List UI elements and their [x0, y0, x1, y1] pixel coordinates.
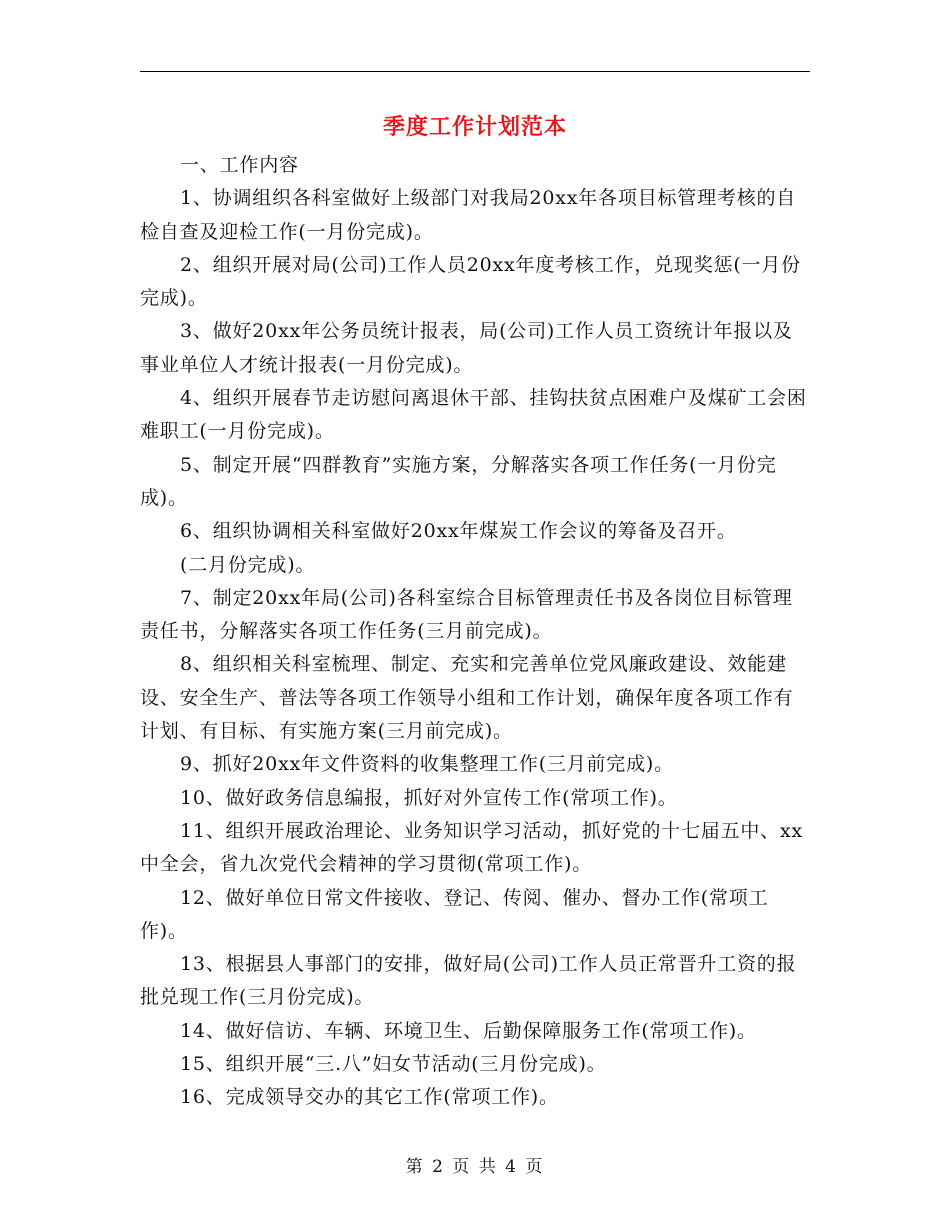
list-item: 15、组织开展“三.八”妇女节活动(三月份完成)。 [180, 1053, 607, 1076]
list-item: 12、做好单位日常文件接收、登记、传阅、催办、督办工作(常项工作)。 [140, 886, 769, 942]
list-item: 7、制定20xx年局(公司)各科室综合目标管理责任书及各岗位目标管理责任书，分解落实各项工作任务(三月前完成)。 [140, 586, 793, 643]
document-title: 季度工作计划范本 [382, 115, 567, 140]
list-item: 13、根据县人事部门的安排，做好局(公司)工作人员正常晋升工资的报批兑现工作(三月份完成)。 [140, 953, 797, 1009]
list-item: 3、做好20xx年公务员统计报表，局(公司)工作人员工资统计年报以及事业单位人才统计报表(一月份完成)。 [140, 320, 793, 376]
page-number: 第 2 页 共 4 页 [405, 1157, 545, 1177]
document-body [140, 149, 810, 1115]
list-item: 4、组织开展春节走访慰问离退休干部、挂钩扶贫点困难户及煤矿工会困难职工(一月份完成)。 [140, 387, 807, 443]
header-rule [140, 71, 810, 72]
section-heading: 一、工作内容 [180, 154, 299, 176]
list-item: 9、抓好20xx年文件资料的收集整理工作(三月前完成)。 [180, 753, 674, 776]
list-item: 1、协调组织各科室做好上级部门对我局20xx年各项目标管理考核的自检自查及迎检工作(一月份完成)。 [140, 187, 797, 243]
list-item: 16、完成领导交办的其它工作(常项工作)。 [180, 1086, 559, 1109]
list-item: 11、组织开展政治理论、业务知识学习活动，抓好党的十七届五中、xx中全会，省九次党代会精神的学习贯彻(常项工作)。 [140, 819, 804, 876]
list-item: 6、组织协调相关科室做好20xx年煤炭工作会议的筹备及召开。 [180, 520, 737, 543]
list-item: 10、做好政务信息编报，抓好对外宣传工作(常项工作)。 [180, 786, 678, 809]
list-item: 5、制定开展“四群教育”实施方案，分解落实各项工作任务(一月份完成)。 [140, 453, 777, 509]
list-item: 14、做好信访、车辆、环境卫生、后勤保障服务工作(常项工作)。 [180, 1019, 757, 1042]
list-item: (二月份完成)。 [180, 553, 316, 576]
list-item: 8、组织相关科室梳理、制定、充实和完善单位党风廉政建设、效能建设、安全生产、普法等各项工作领导小组和工作计划，确保年度各项工作有计划、有目标、有实施方案(三月前完成)。 [140, 653, 794, 743]
list-item: 2、组织开展对局(公司)工作人员20xx年度考核工作，兑现奖惩(一月份完成)。 [140, 253, 801, 310]
